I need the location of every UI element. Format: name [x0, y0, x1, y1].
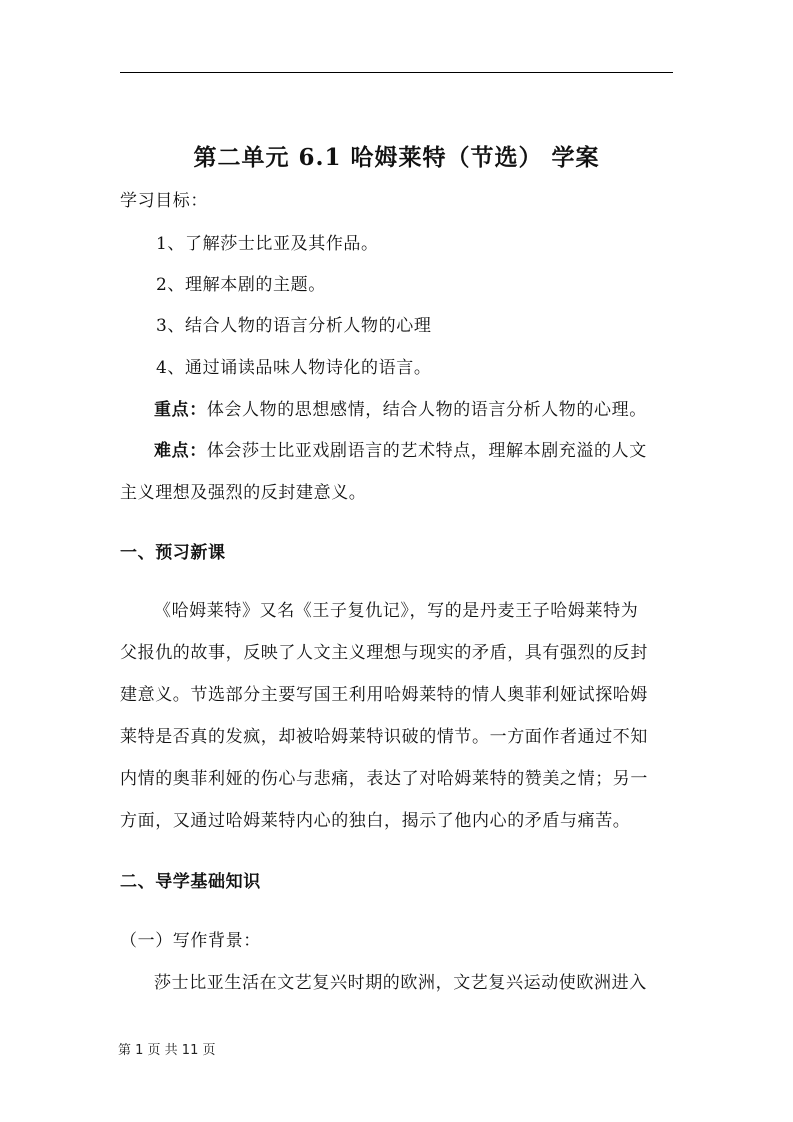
objective-item-4: 4、通过诵读品味人物诗化的语言。: [156, 358, 432, 378]
key-point-label: 重点：: [154, 400, 207, 420]
section2-subheading: （一）写作背景：: [120, 931, 261, 951]
header-rule: [120, 72, 673, 73]
section1-heading: 一、预习新课: [120, 543, 226, 563]
page-footer: 第 1 页 共 11 页: [118, 1043, 216, 1058]
page-title: 第二单元 6.1 哈姆莱特（节选） 学案: [193, 144, 600, 171]
section1-paragraph-line-1: 《哈姆莱特》又名《王子复仇记》，写的是丹麦王子哈姆莱特为: [154, 601, 639, 621]
key-point: [154, 399, 710, 421]
section1-paragraph-line-3: 建意义。节选部分主要写国王利用哈姆莱特的情人奥菲利娅试探哈姆: [120, 685, 648, 705]
section1-paragraph-line-4: 莱特是否真的发疯，却被哈姆莱特识破的情节。一方面作者通过不知: [120, 727, 648, 747]
section2-heading: 二、导学基础知识: [120, 872, 261, 892]
objective-item-1: 1、了解莎士比亚及其作品。: [156, 234, 379, 254]
section1-paragraph-line-5: 内情的奥菲利娅的伤心与悲痛，表达了对哈姆莱特的赞美之情；另一: [120, 769, 648, 789]
section2-paragraph-line-1: 莎士比亚生活在文艺复兴时期的欧洲，文艺复兴运动使欧洲进入: [154, 973, 647, 993]
difficulty-text-line-2: 主义理想及强烈的反封建意义。: [120, 483, 367, 503]
section1-paragraph-line-6: 方面，又通过哈姆莱特内心的独白，揭示了他内心的矛盾与痛苦。: [120, 811, 631, 831]
objective-item-3: 3、结合人物的语言分析人物的心理: [156, 316, 432, 336]
objectives-heading: 学习目标：: [120, 191, 208, 211]
difficulty-point: [154, 440, 710, 462]
difficulty-text-line-1: 体会莎士比亚戏剧语言的艺术特点，理解本剧充溢的人文: [206, 441, 647, 461]
key-point-text: 体会人物的思想感情，结合人物的语言分析人物的心理。: [206, 400, 647, 420]
difficulty-label: 难点：: [154, 441, 207, 461]
section1-paragraph-line-2: 父报仇的故事，反映了人文主义理想与现实的矛盾，具有强烈的反封: [120, 643, 648, 663]
objective-item-2: 2、理解本剧的主题。: [156, 275, 326, 295]
